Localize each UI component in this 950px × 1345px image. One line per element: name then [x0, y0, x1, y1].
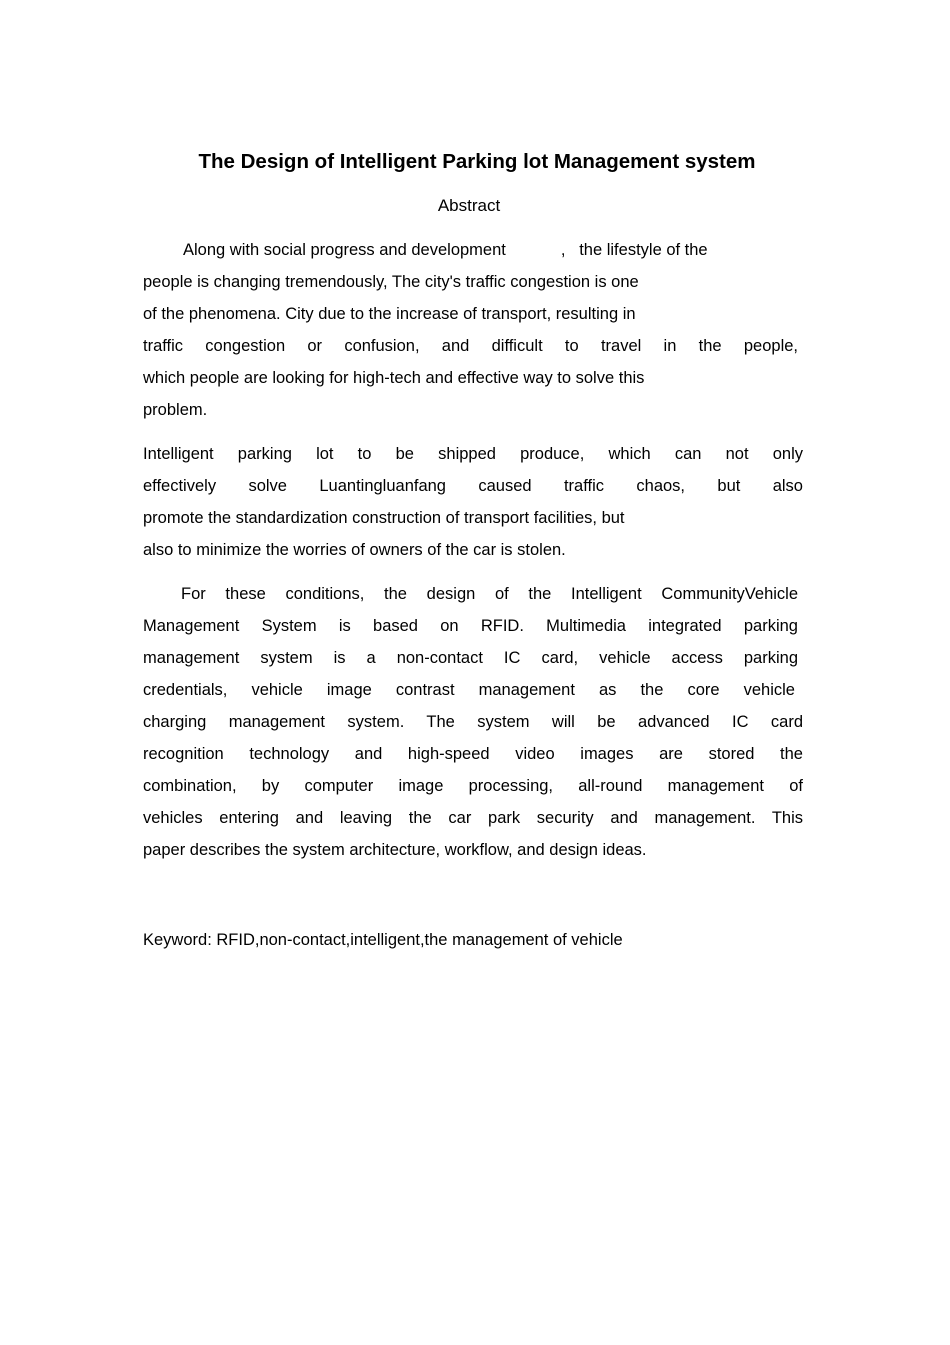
abstract-paragraph-3 [143, 578, 803, 866]
paragraph-line: For these conditions, the design of the Intelligent CommunityVehicle [181, 585, 798, 603]
paragraph-line: vehicles entering and leaving the car park security and management. This [143, 809, 803, 827]
paragraph-line: recognition technology and high-speed video images are stored the [143, 745, 803, 763]
paragraph-line: people is changing tremendously, The city's traffic congestion is one [143, 273, 639, 291]
abstract-paragraph-2 [143, 438, 803, 566]
keywords-line: Keyword: RFID,non-contact,intelligent,the management of vehicle [143, 931, 623, 949]
paragraph-line: promote the standardization construction of transport facilities, but [143, 509, 625, 527]
paragraph-line: management system is a non-contact IC card, vehicle access parking [143, 649, 798, 667]
abstract-heading: Abstract [437, 196, 501, 215]
paragraph-line: which people are looking for high-tech and effective way to solve this [143, 369, 645, 387]
paragraph-line: also to minimize the worries of owners of the car is stolen. [143, 541, 566, 559]
abstract-paragraph-1 [143, 234, 803, 426]
paragraph-line: combination, by computer image processing, all-round management of [143, 777, 803, 795]
paragraph-line: Management System is based on RFID. Multimedia integrated parking [143, 617, 798, 635]
paragraph-line: traffic congestion or confusion, and difficult to travel in the people, [143, 337, 798, 355]
paragraph-line: credentials, vehicle image contrast management as the core vehicle [143, 681, 795, 699]
paragraph-line: of the phenomena. City due to the increase of transport, resulting in [143, 305, 636, 323]
document-title: The Design of Intelligent Parking lot Management system [198, 150, 756, 173]
paragraph-line: problem. [143, 401, 208, 419]
paragraph-line: paper describes the system architecture, workflow, and design ideas. [143, 841, 647, 859]
paragraph-line: effectively solve Luantingluanfang caused traffic chaos, but also [143, 477, 803, 495]
paragraph-line: charging management system. The system will be advanced IC card [143, 713, 803, 731]
paragraph-line: Along with social progress and development , the lifestyle of the [183, 241, 708, 259]
paragraph-line: Intelligent parking lot to be shipped produce, which can not only [143, 445, 803, 463]
